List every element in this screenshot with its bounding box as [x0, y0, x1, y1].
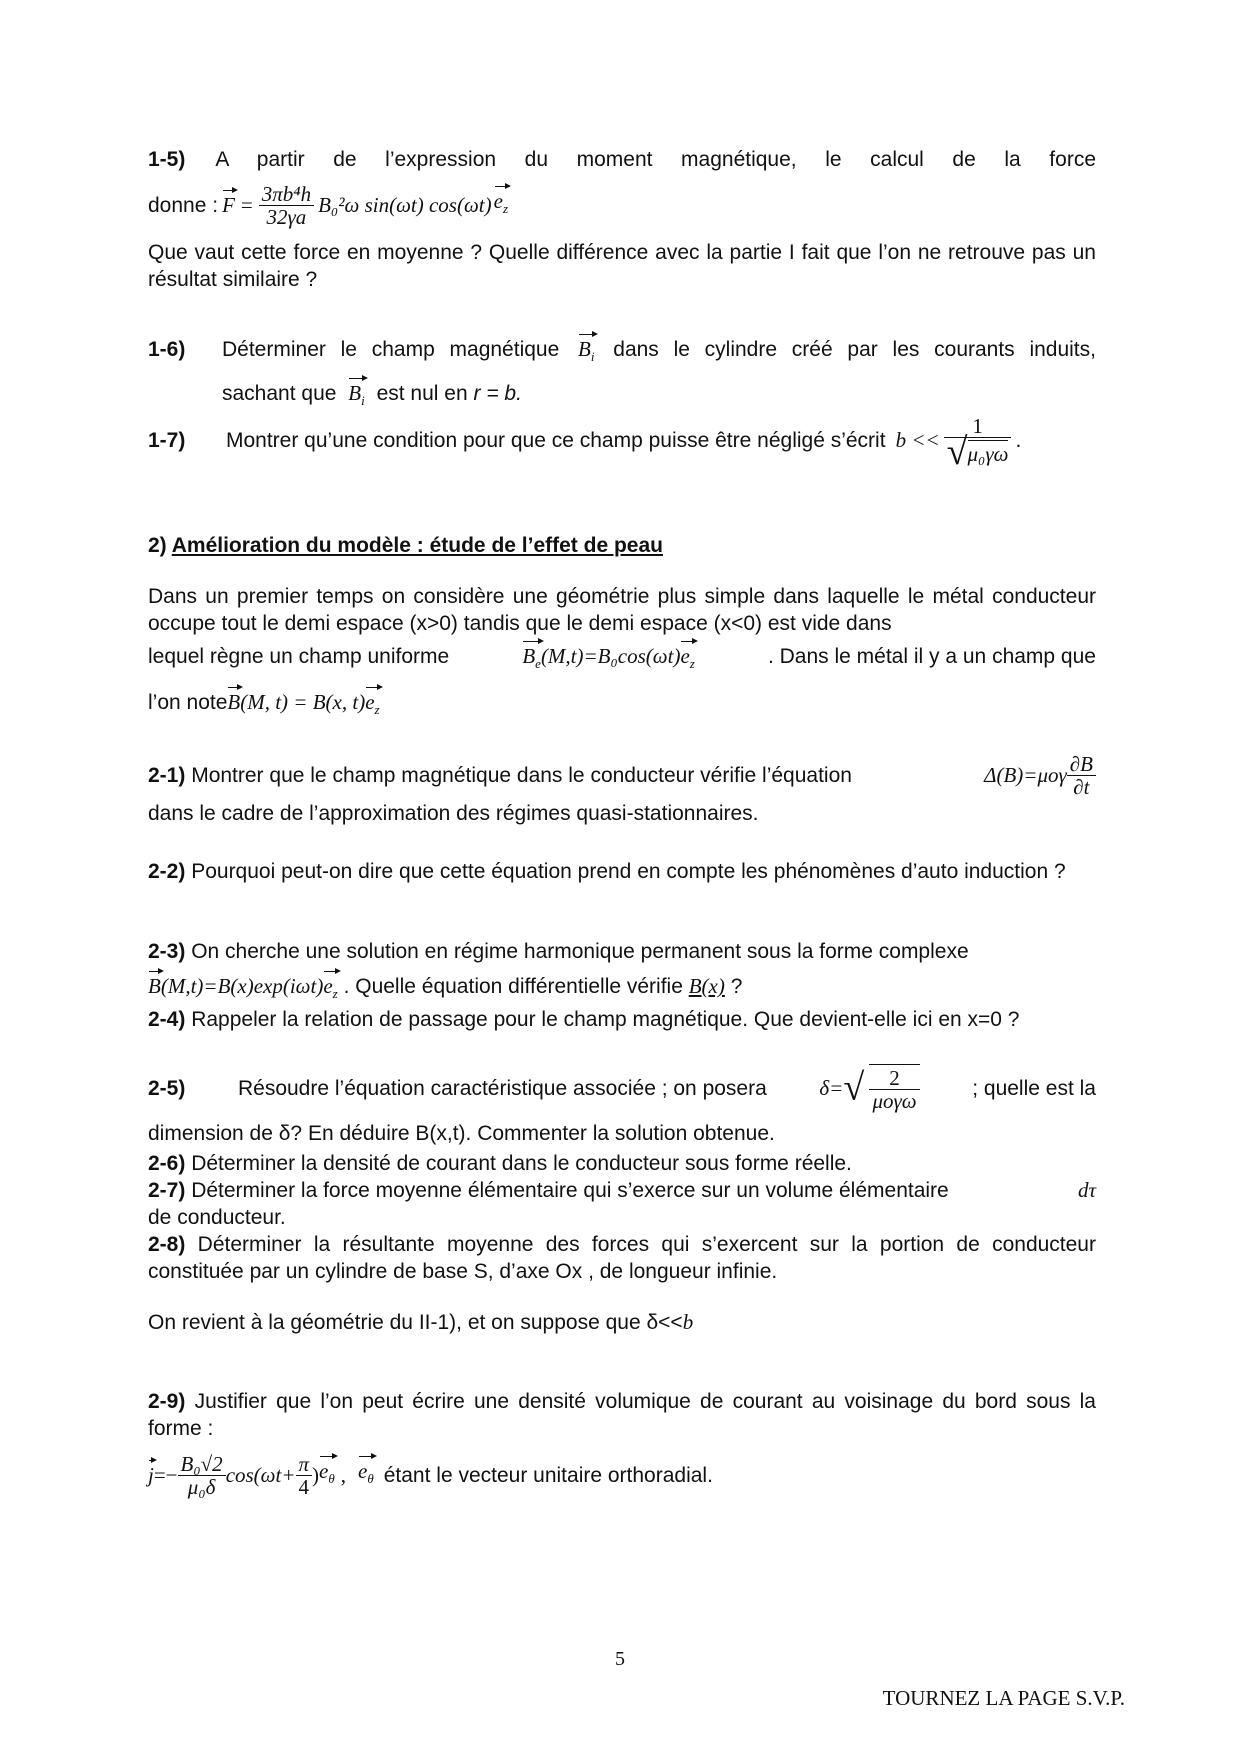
question-2-9: 2-9) Justifier que l’on peut écrire une densité volumique de courant au voisinage du bord sous la forme : j =− $\frac{\text{B₀√2}}{\text{μ₀δ}}$ cos(ωt+ $\frac{\pi}{4}$ ) $e_\theta$ , $e_\theta$ étant le vecteur unitaire orthoradial. — [148, 1390, 1096, 1499]
question-2-4 — [148, 1006, 1096, 1033]
be-vector: $B_e$ — [522, 643, 541, 677]
force-rhs: B₀²ω sin(ωt) cos(ωt) — [318, 192, 492, 217]
question-label: 2-3) — [148, 940, 186, 963]
etheta-vector: $e_\theta$ — [358, 1458, 374, 1492]
turn-page-notice: TOURNEZ LA PAGE S.V.P. — [882, 1686, 1125, 1710]
ez-vector: $e_z$ — [323, 973, 337, 1007]
question-2-2 — [148, 858, 1096, 885]
question-text: dans le cylindre créé par les courants induits, — [613, 338, 1096, 361]
question-text: On cherche une solution en régime harmonique permanent sous la forme complexe — [191, 940, 969, 963]
question-2-1 — [148, 752, 1096, 827]
question-1-5: 1-5) A partir de l’expression du moment magnétique, le calcul de la force donne : F = $\frac{\text{3πb⁴h}}{32\gamma a}$ B₀²ω sin(ωt) cos(ωt) $e_z$ Que vaut cette force en moyenne ? Quelle différence avec la partie I fait que l’on ne retrouve pas un résultat similaire ? — [148, 148, 1096, 291]
question-text: de conducteur. — [148, 1206, 286, 1229]
question-text: Déterminer la résultante moyenne des forces qui s’exercent sur la portion de conducteur constituée par un cylindre de base S, d’axe Ox , de longueur infinie. — [148, 1233, 1096, 1283]
section-title: Amélioration du modèle : étude de l’effet de peau — [171, 534, 663, 557]
delta-symbol: δ= — [819, 1075, 844, 1100]
section-2-heading — [148, 532, 1096, 559]
partial-fraction: $\frac{\partial B}{\partial t}$ — [1067, 753, 1096, 798]
question-text: étant le vecteur unitaire orthoradial. — [383, 1463, 713, 1487]
question-text: A partir de l’expression du moment magnétique, le calcul de la force — [215, 148, 1096, 171]
condition-lhs: b << — [895, 427, 940, 452]
condition-fraction: $\frac{1}{\text{√μ₀γω}}$ — [944, 415, 1012, 464]
bi-vector: $B_i$ — [578, 336, 594, 370]
question-2-5 — [148, 1060, 1096, 1147]
return-text: On revient à la géométrie du II-1), et on suppose que δ<< — [148, 1311, 683, 1334]
question-text: Montrer qu’une condition pour que ce champ puisse être négligé s’écrit — [226, 428, 886, 452]
force-fraction: $\frac{\text{3πb⁴h}}{32\gamma a}$ — [259, 183, 314, 228]
question-text: Déterminer le champ magnétique — [222, 338, 560, 361]
b-vector: B — [227, 690, 241, 715]
intro-paragraph — [148, 583, 1096, 723]
current-fraction: $\frac{\text{B₀√2}}{\text{μ₀δ}}$ — [178, 1453, 226, 1498]
question-label: 1-7) — [148, 428, 186, 452]
question-text: ? — [730, 975, 743, 998]
page-number: 5 — [615, 1648, 625, 1670]
force-vector: F — [222, 192, 235, 217]
volume-element: dτ — [1077, 1178, 1096, 1202]
question-text: Montrer que le champ magnétique dans le conducteur vérifie l’équation — [191, 763, 852, 787]
etheta-vector: $e_\theta$ — [319, 1458, 335, 1492]
phase-fraction: $\frac{\pi}{4}$ — [296, 1453, 313, 1498]
question-text: dans le cadre de l’approximation des régimes quasi-stationnaires. — [148, 802, 759, 825]
complex-formula: (M,t)=B(x)exp(iωt) — [160, 974, 324, 998]
question-label: 2-2) — [148, 860, 186, 883]
return-b: b — [682, 1310, 694, 1334]
question-2-6 — [148, 1150, 1096, 1177]
complex-amplitude: B(x) — [688, 974, 725, 998]
question-label: 1-6) — [148, 338, 186, 361]
ez-vector: $e_z$ — [680, 643, 694, 677]
j-vector: j — [148, 1462, 154, 1487]
field-formula: (M, t) = B(x, t) — [240, 690, 366, 715]
donne-text: donne : — [148, 193, 219, 217]
question-label: 2-9) — [148, 1390, 186, 1413]
question-label: 2-1) — [148, 763, 186, 787]
question-label: 2-5) — [148, 1076, 186, 1100]
question-2-3 — [148, 938, 1096, 1007]
question-label: 2-8) — [148, 1233, 186, 1256]
question-text: Justifier que l’on peut écrire une densité volumique de courant au voisinage du bord sous la forme : — [148, 1390, 1096, 1440]
laplacian-equation: Δ(B)=μoγ — [984, 762, 1067, 787]
bi-vector: $B_i$ — [348, 380, 364, 414]
question-text: Rappeler la relation de passage pour le champ magnétique. Que devient-elle ici en x=0 ? — [191, 1008, 1020, 1031]
section-number: 2) — [148, 534, 167, 557]
question-text: Déterminer la force moyenne élémentaire qui s’exerce sur un volume élémentaire — [191, 1179, 949, 1202]
question-text: Que vaut cette force en moyenne ? Quelle différence avec la partie I fait que l’on ne retrouve pas un résultat similaire ? — [148, 241, 1096, 291]
close-paren: ) — [312, 1462, 320, 1487]
question-text: sachant que — [222, 382, 337, 406]
intro-text: l’on note — [148, 691, 228, 715]
question-text: ; quelle est la — [972, 1076, 1096, 1100]
cos-term: cos(ωt+ — [225, 1462, 296, 1487]
question-1-7: 1-7) Montrer qu’une condition pour que ce champ puisse être négligé s’écrit b << $\frac{1}{\text{√μ₀γω}}$ . — [148, 414, 1022, 474]
condition-text: r = b. — [473, 382, 522, 406]
ez-vector: $e_z$ — [365, 689, 379, 723]
geometry-return — [148, 1309, 1096, 1336]
question-text: est nul en — [376, 382, 468, 406]
intro-text: Dans un premier temps on considère une géométrie plus simple dans laquelle le métal conducteur occupe tout le demi espace (x>0) tandis que le demi espace (x<0) est vide dans — [148, 585, 1096, 635]
ez-vector: $e_z$ — [494, 188, 508, 222]
question-label: 1-5) — [148, 148, 186, 171]
question-1-6 — [148, 336, 1096, 414]
field-formula: (M,t)=B₀cos(ωt) — [540, 644, 681, 668]
question-text: . Quelle équation différentielle vérifie — [343, 975, 683, 998]
delta-sqrt: √ $\frac{2}{\text{μoγω}}$ — [843, 1064, 919, 1112]
question-2-8 — [148, 1231, 1096, 1285]
b-vector: B — [148, 974, 161, 998]
question-text: Déterminer la densité de courant dans le conducteur sous forme réelle. — [191, 1152, 852, 1175]
intro-text: lequel règne un champ uniforme — [148, 645, 450, 668]
question-label: 2-7) — [148, 1179, 186, 1202]
question-2-7 — [148, 1177, 1096, 1231]
intro-text: . Dans le métal il y a un champ que — [767, 645, 1096, 668]
question-label: 2-4) — [148, 1008, 186, 1031]
question-label: 2-6) — [148, 1152, 186, 1175]
question-text: Résoudre l’équation caractéristique associée ; on posera — [237, 1076, 767, 1100]
question-text: dimension de δ? En déduire B(x,t). Commenter la solution obtenue. — [148, 1122, 775, 1145]
question-text: Pourquoi peut-on dire que cette équation prend en compte les phénomènes d’auto induction ? — [191, 860, 1066, 883]
